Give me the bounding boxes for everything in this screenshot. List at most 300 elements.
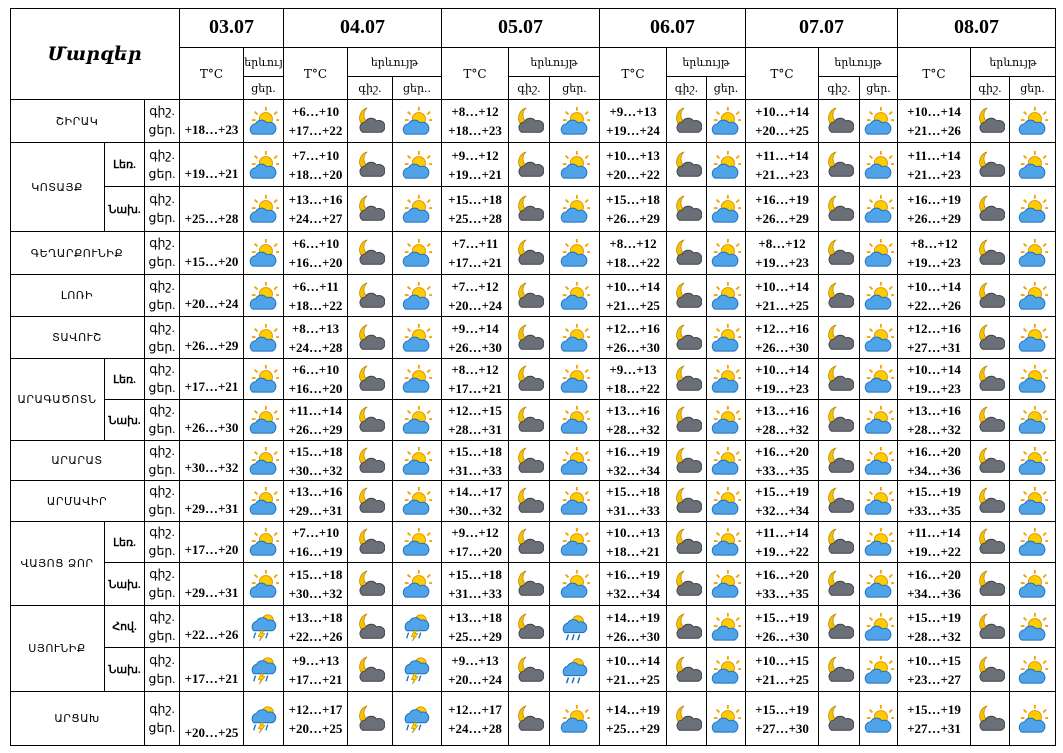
sunny-cloud-icon <box>864 150 894 180</box>
cloudy-moon-icon <box>509 606 550 648</box>
sunny-cloud-icon <box>560 194 590 224</box>
temp-range <box>600 143 667 187</box>
cloudy-moon-icon <box>975 106 1005 136</box>
day-label: ցեր. <box>148 339 176 354</box>
cloudy-moon-icon <box>514 486 544 516</box>
sunny-cloud-icon <box>864 655 894 685</box>
temp-03-07: +19…+21 <box>180 143 244 187</box>
cloudy-moon-icon <box>971 648 1010 692</box>
night-temp: +10…+13 <box>606 525 660 540</box>
sunny-cloud-icon <box>550 187 600 232</box>
sunny-cloud-icon <box>249 150 279 180</box>
day-temp: +20…+24 <box>448 297 502 313</box>
cloudy-moon-icon <box>819 648 860 692</box>
night-label: գիշ. <box>149 701 175 716</box>
night-temp: +14…+19 <box>606 701 660 717</box>
day-temp: +28…+31 <box>448 422 502 437</box>
day-temp: +18…+20 <box>288 166 343 182</box>
sunny-cloud-icon <box>1010 522 1056 563</box>
sunny-cloud-icon <box>244 143 284 187</box>
temp-range <box>442 232 509 275</box>
sunny-cloud-icon <box>864 569 894 599</box>
day-temp: +31…+33 <box>448 586 502 601</box>
day-temp: +19…+23 <box>755 381 809 396</box>
night-day-labels <box>145 648 180 692</box>
cloudy-moon-icon <box>348 522 393 563</box>
cloudy-moon-icon <box>514 446 544 476</box>
day-temp: +18…+22 <box>288 297 343 313</box>
thunderstorm-icon <box>402 655 432 685</box>
night-temp: +10…+15 <box>907 652 961 668</box>
cloudy-moon-icon <box>971 563 1010 606</box>
temp-range <box>442 187 509 232</box>
sunny-cloud-icon <box>550 400 600 441</box>
temp-range <box>600 275 667 317</box>
temp-range <box>898 275 971 317</box>
temp-range <box>284 359 348 400</box>
temp-header: T°C <box>180 48 244 100</box>
night-day-labels <box>145 143 180 187</box>
day-temp: +18…+22 <box>606 381 660 396</box>
day-temp: +19…+24 <box>606 123 660 138</box>
sunny-cloud-icon <box>864 364 894 394</box>
thunderstorm-icon <box>402 612 432 642</box>
sunny-cloud-icon <box>402 405 432 435</box>
temp-03-07: +17…+20 <box>180 522 244 563</box>
night-label: գիշ. <box>149 104 175 118</box>
temp-range <box>746 606 819 648</box>
date-header: 08.07 <box>898 8 1056 48</box>
cloudy-moon-icon <box>348 606 393 648</box>
temp-range <box>442 563 509 606</box>
sunny-cloud-icon <box>1010 359 1056 400</box>
sunny-cloud-icon <box>393 317 442 359</box>
cloudy-moon-icon <box>971 232 1010 275</box>
cloudy-moon-icon <box>819 400 860 441</box>
cloudy-moon-icon <box>667 100 707 143</box>
temp-range <box>442 692 509 746</box>
cloudy-moon-icon <box>667 187 707 232</box>
night-temp: +10…+14 <box>755 104 809 119</box>
night-label: գիշ. <box>149 403 175 417</box>
night-temp: +10…+14 <box>755 278 809 294</box>
day-temp: +27…+31 <box>907 720 961 736</box>
night-temp: +9…+13 <box>291 652 340 668</box>
temp-range <box>442 441 509 481</box>
temp-range <box>898 317 971 359</box>
day-temp: +22…+26 <box>288 628 343 644</box>
temp-range <box>898 187 971 232</box>
temp-range <box>284 143 348 187</box>
temp-range <box>284 692 348 746</box>
day-header: ցեր. <box>707 77 746 100</box>
night-temp: +11…+14 <box>288 403 343 418</box>
sunny-cloud-icon <box>550 143 600 187</box>
temp-range <box>600 563 667 606</box>
cloudy-moon-icon <box>348 317 393 359</box>
temp-range <box>442 317 509 359</box>
thunderstorm-icon <box>249 655 279 685</box>
cloudy-moon-icon <box>819 317 860 359</box>
day-label: ցեր. <box>148 671 176 686</box>
cloudy-moon-icon <box>514 569 544 599</box>
subregion-label: Նախ. <box>105 400 145 441</box>
night-day-labels <box>145 232 180 275</box>
sunny-cloud-icon <box>864 194 894 224</box>
temp-03-07: +29…+31 <box>180 563 244 606</box>
thunderstorm-icon <box>402 704 432 734</box>
sunny-cloud-icon <box>860 232 898 275</box>
night-day-labels <box>145 187 180 232</box>
night-label: գիշ. <box>149 236 175 250</box>
region-name: ՍՅՈՒՆԻՔ <box>10 606 105 692</box>
day-header: ցեր. <box>550 77 600 100</box>
thunderstorm-icon <box>244 606 284 648</box>
temp-range <box>746 441 819 481</box>
sunny-cloud-icon <box>864 323 894 353</box>
day-temp: +28…+32 <box>907 422 961 437</box>
day-temp: +30…+32 <box>288 462 343 478</box>
temp-range <box>898 692 971 746</box>
sun-shower-icon <box>550 606 600 648</box>
sunny-cloud-icon <box>711 405 741 435</box>
temp-range <box>284 481 348 522</box>
cloudy-moon-icon <box>975 323 1005 353</box>
night-label: գիշ. <box>149 567 175 581</box>
sunny-cloud-icon <box>560 527 590 557</box>
cloudy-moon-icon <box>348 359 393 400</box>
temp-range <box>600 692 667 746</box>
sunny-cloud-icon <box>393 100 442 143</box>
night-temp: +15…+18 <box>448 192 502 207</box>
day-temp: +17…+22 <box>288 123 343 138</box>
temp-range <box>746 648 819 692</box>
cloudy-moon-icon <box>824 106 854 136</box>
regions-title: Մարզեր <box>10 8 180 100</box>
cloudy-moon-icon <box>514 704 544 734</box>
temp-range <box>898 481 971 522</box>
temp-range <box>898 606 971 648</box>
sunny-cloud-icon <box>860 606 898 648</box>
sunny-cloud-icon <box>1018 486 1048 516</box>
cloudy-moon-icon <box>348 143 393 187</box>
day-temp: +21…+25 <box>606 671 660 687</box>
thunderstorm-icon <box>393 692 442 746</box>
temp-range <box>898 441 971 481</box>
temp-range <box>600 400 667 441</box>
night-temp: +15…+19 <box>907 609 961 625</box>
sunny-cloud-icon <box>860 692 898 746</box>
day-temp: +24…+27 <box>288 211 343 226</box>
sunny-cloud-icon <box>860 441 898 481</box>
sunny-cloud-icon <box>402 446 432 476</box>
day-temp: +28…+32 <box>907 628 961 644</box>
sunny-cloud-icon <box>249 194 279 224</box>
sunny-cloud-icon <box>860 359 898 400</box>
sunny-cloud-icon <box>249 106 279 136</box>
temp-range <box>600 317 667 359</box>
cloudy-moon-icon <box>509 481 550 522</box>
temp-header: T°C <box>442 48 509 100</box>
sunny-cloud-icon <box>1018 281 1048 311</box>
thunderstorm-icon <box>244 692 284 746</box>
cloudy-moon-icon <box>348 400 393 441</box>
night-day-labels <box>145 692 180 746</box>
sunny-cloud-icon <box>711 194 741 224</box>
day-temp: +17…+21 <box>448 255 502 270</box>
sunny-cloud-icon <box>393 275 442 317</box>
night-temp: +15…+19 <box>907 701 961 717</box>
sunny-cloud-icon <box>707 187 746 232</box>
cloudy-moon-icon <box>348 100 393 143</box>
phenomenon-header: երևույթ <box>509 48 600 77</box>
cloudy-moon-icon <box>509 359 550 400</box>
cloudy-moon-icon <box>975 150 1005 180</box>
temp-03-07: +20…+25 <box>180 692 244 746</box>
sunny-cloud-icon <box>393 522 442 563</box>
day-header: ցեր.. <box>393 77 442 100</box>
cloudy-moon-icon <box>975 486 1005 516</box>
day-label: ցեր. <box>148 544 176 558</box>
night-temp: +13…+16 <box>606 403 660 418</box>
sunny-cloud-icon <box>711 655 741 685</box>
sunny-cloud-icon <box>244 275 284 317</box>
night-day-labels <box>145 359 180 400</box>
day-temp: +17…+21 <box>448 381 502 396</box>
sunny-cloud-icon <box>864 446 894 476</box>
temp-range <box>442 522 509 563</box>
cloudy-moon-icon <box>975 405 1005 435</box>
sunny-cloud-icon <box>707 359 746 400</box>
cloudy-moon-icon <box>514 527 544 557</box>
sunny-cloud-icon <box>560 364 590 394</box>
cloudy-moon-icon <box>824 281 854 311</box>
night-temp: +8…+12 <box>451 362 499 377</box>
region-name: ԱՐՑԱԽ <box>10 692 145 746</box>
day-temp: +19…+23 <box>755 255 809 270</box>
day-temp: +26…+30 <box>448 339 502 355</box>
temp-range <box>284 187 348 232</box>
day-temp: +20…+25 <box>288 720 343 736</box>
sunny-cloud-icon <box>1010 563 1056 606</box>
sunny-cloud-icon <box>707 692 746 746</box>
cloudy-moon-icon <box>672 612 702 642</box>
sunny-cloud-icon <box>249 323 279 353</box>
sunny-cloud-icon <box>244 232 284 275</box>
night-temp: +10…+14 <box>755 362 809 377</box>
cloudy-moon-icon <box>355 704 385 734</box>
sunny-cloud-icon <box>249 364 279 394</box>
cloudy-moon-icon <box>667 606 707 648</box>
sunny-cloud-icon <box>707 441 746 481</box>
sunny-cloud-icon <box>711 527 741 557</box>
cloudy-moon-icon <box>348 232 393 275</box>
night-label: գիշ. <box>149 320 175 335</box>
sunny-cloud-icon <box>711 486 741 516</box>
cloudy-moon-icon <box>824 486 854 516</box>
sunny-cloud-icon <box>864 238 894 268</box>
date-header: 05.07 <box>442 8 600 48</box>
cloudy-moon-icon <box>509 232 550 275</box>
cloudy-moon-icon <box>672 569 702 599</box>
night-header: գիշ. <box>971 77 1010 100</box>
sunny-cloud-icon <box>249 238 279 268</box>
day-temp: +25…+29 <box>606 720 660 736</box>
day-temp: +19…+23 <box>907 255 961 270</box>
sunny-cloud-icon <box>1010 441 1056 481</box>
night-temp: +6…+11 <box>292 278 339 294</box>
sunny-cloud-icon <box>393 232 442 275</box>
night-temp: +13…+18 <box>448 609 502 625</box>
cloudy-moon-icon <box>355 612 385 642</box>
sunny-cloud-icon <box>707 317 746 359</box>
region-name: ԼՈՌԻ <box>10 275 145 317</box>
cloudy-moon-icon <box>509 100 550 143</box>
sunny-cloud-icon <box>711 569 741 599</box>
cloudy-moon-icon <box>667 359 707 400</box>
sunny-cloud-icon <box>402 364 432 394</box>
region-name: ԿՈՏԱՅՔ <box>10 143 105 232</box>
temp-range <box>442 648 509 692</box>
day-temp: +29…+31 <box>288 503 343 518</box>
sunny-cloud-icon <box>550 232 600 275</box>
cloudy-moon-icon <box>819 275 860 317</box>
temp-range <box>746 563 819 606</box>
night-temp: +16…+20 <box>907 443 961 459</box>
night-label: գիշ. <box>149 192 175 206</box>
temp-range <box>600 522 667 563</box>
day-temp: +19…+21 <box>448 166 502 182</box>
sunny-cloud-icon <box>864 527 894 557</box>
cloudy-moon-icon <box>355 569 385 599</box>
sunny-cloud-icon <box>244 481 284 522</box>
day-temp: +26…+29 <box>288 422 343 437</box>
day-temp: +24…+28 <box>448 720 502 736</box>
sunny-cloud-icon <box>249 405 279 435</box>
day-temp: +20…+25 <box>755 123 809 138</box>
cloudy-moon-icon <box>667 232 707 275</box>
sunny-cloud-icon <box>402 194 432 224</box>
cloudy-moon-icon <box>971 187 1010 232</box>
day-temp: +28…+32 <box>755 422 809 437</box>
cloudy-moon-icon <box>819 441 860 481</box>
sunny-cloud-icon <box>244 317 284 359</box>
day-header: ցեր. <box>1010 77 1056 100</box>
subregion-label: Լեռ. <box>105 143 145 187</box>
cloudy-moon-icon <box>355 150 385 180</box>
temp-03-07: +20…+24 <box>180 275 244 317</box>
region-name: ԱՐԱՐԱՏ <box>10 441 145 481</box>
sunny-cloud-icon <box>1010 187 1056 232</box>
sunny-cloud-icon <box>860 187 898 232</box>
night-temp: +10…+14 <box>606 652 660 668</box>
night-temp: +16…+20 <box>755 443 809 459</box>
sunny-cloud-icon <box>244 187 284 232</box>
cloudy-moon-icon <box>975 704 1005 734</box>
cloudy-moon-icon <box>975 569 1005 599</box>
night-temp: +10…+14 <box>907 104 961 119</box>
sunny-cloud-icon <box>402 569 432 599</box>
cloudy-moon-icon <box>672 323 702 353</box>
night-temp: +7…+10 <box>291 147 340 163</box>
night-temp: +12…+17 <box>448 701 502 717</box>
night-label: գիշ. <box>149 278 175 293</box>
sunny-cloud-icon <box>560 405 590 435</box>
cloudy-moon-icon <box>514 405 544 435</box>
cloudy-moon-icon <box>509 563 550 606</box>
night-day-labels <box>145 100 180 143</box>
cloudy-moon-icon <box>667 317 707 359</box>
sunny-cloud-icon <box>550 100 600 143</box>
sunny-cloud-icon <box>1018 150 1048 180</box>
region-name: ՎԱՅՈՑ ՁՈՐ <box>10 522 105 606</box>
cloudy-moon-icon <box>975 527 1005 557</box>
day-label: ցեր. <box>148 628 176 643</box>
sunny-cloud-icon <box>249 281 279 311</box>
night-temp: +12…+17 <box>288 701 343 717</box>
night-temp: +10…+14 <box>606 278 660 294</box>
temp-03-07: +18…+23 <box>180 100 244 143</box>
cloudy-moon-icon <box>348 441 393 481</box>
day-temp: +19…+23 <box>907 381 961 396</box>
temp-03-07: +22…+26 <box>180 606 244 648</box>
temp-range <box>746 400 819 441</box>
cloudy-moon-icon <box>975 446 1005 476</box>
temp-range <box>898 400 971 441</box>
region-name: ԱՐՄԱՎԻՐ <box>10 481 145 522</box>
day-temp: +30…+32 <box>448 503 502 518</box>
day-temp: +21…+25 <box>755 297 809 313</box>
sunny-cloud-icon <box>707 563 746 606</box>
night-temp: +10…+14 <box>907 362 961 377</box>
night-temp: +16…+19 <box>606 443 660 459</box>
cloudy-moon-icon <box>355 655 385 685</box>
day-header: ցեր. <box>860 77 898 100</box>
day-temp: +33…+35 <box>755 586 809 601</box>
region-name: ԳԵՂԱՐՔՈՒՆԻՔ <box>10 232 145 275</box>
temp-range <box>898 648 971 692</box>
night-header: գիշ. <box>667 77 707 100</box>
night-temp: +15…+18 <box>288 567 343 582</box>
cloudy-moon-icon <box>509 317 550 359</box>
cloudy-moon-icon <box>667 400 707 441</box>
day-temp: +27…+30 <box>755 720 809 736</box>
day-temp: +32…+34 <box>606 586 660 601</box>
sun-shower-icon <box>550 648 600 692</box>
temp-header: T°C <box>746 48 819 100</box>
temp-03-07: +17…+21 <box>180 648 244 692</box>
cloudy-moon-icon <box>819 481 860 522</box>
night-label: գիշ. <box>149 652 175 667</box>
subregion-label: Նախ. <box>105 563 145 606</box>
day-temp: +19…+22 <box>755 544 809 559</box>
cloudy-moon-icon <box>667 522 707 563</box>
temp-header: T°C <box>600 48 667 100</box>
sunny-cloud-icon <box>711 281 741 311</box>
cloudy-moon-icon <box>971 400 1010 441</box>
temp-range <box>600 187 667 232</box>
sunny-cloud-icon <box>1010 692 1056 746</box>
sunny-cloud-icon <box>711 150 741 180</box>
day-temp: +34…+36 <box>907 586 961 601</box>
sunny-cloud-icon <box>1018 106 1048 136</box>
date-03-07: 03.07 <box>180 8 284 48</box>
cloudy-moon-icon <box>667 692 707 746</box>
sunny-cloud-icon <box>244 359 284 400</box>
night-day-labels <box>145 275 180 317</box>
cloudy-moon-icon <box>819 232 860 275</box>
sunny-cloud-icon <box>402 238 432 268</box>
